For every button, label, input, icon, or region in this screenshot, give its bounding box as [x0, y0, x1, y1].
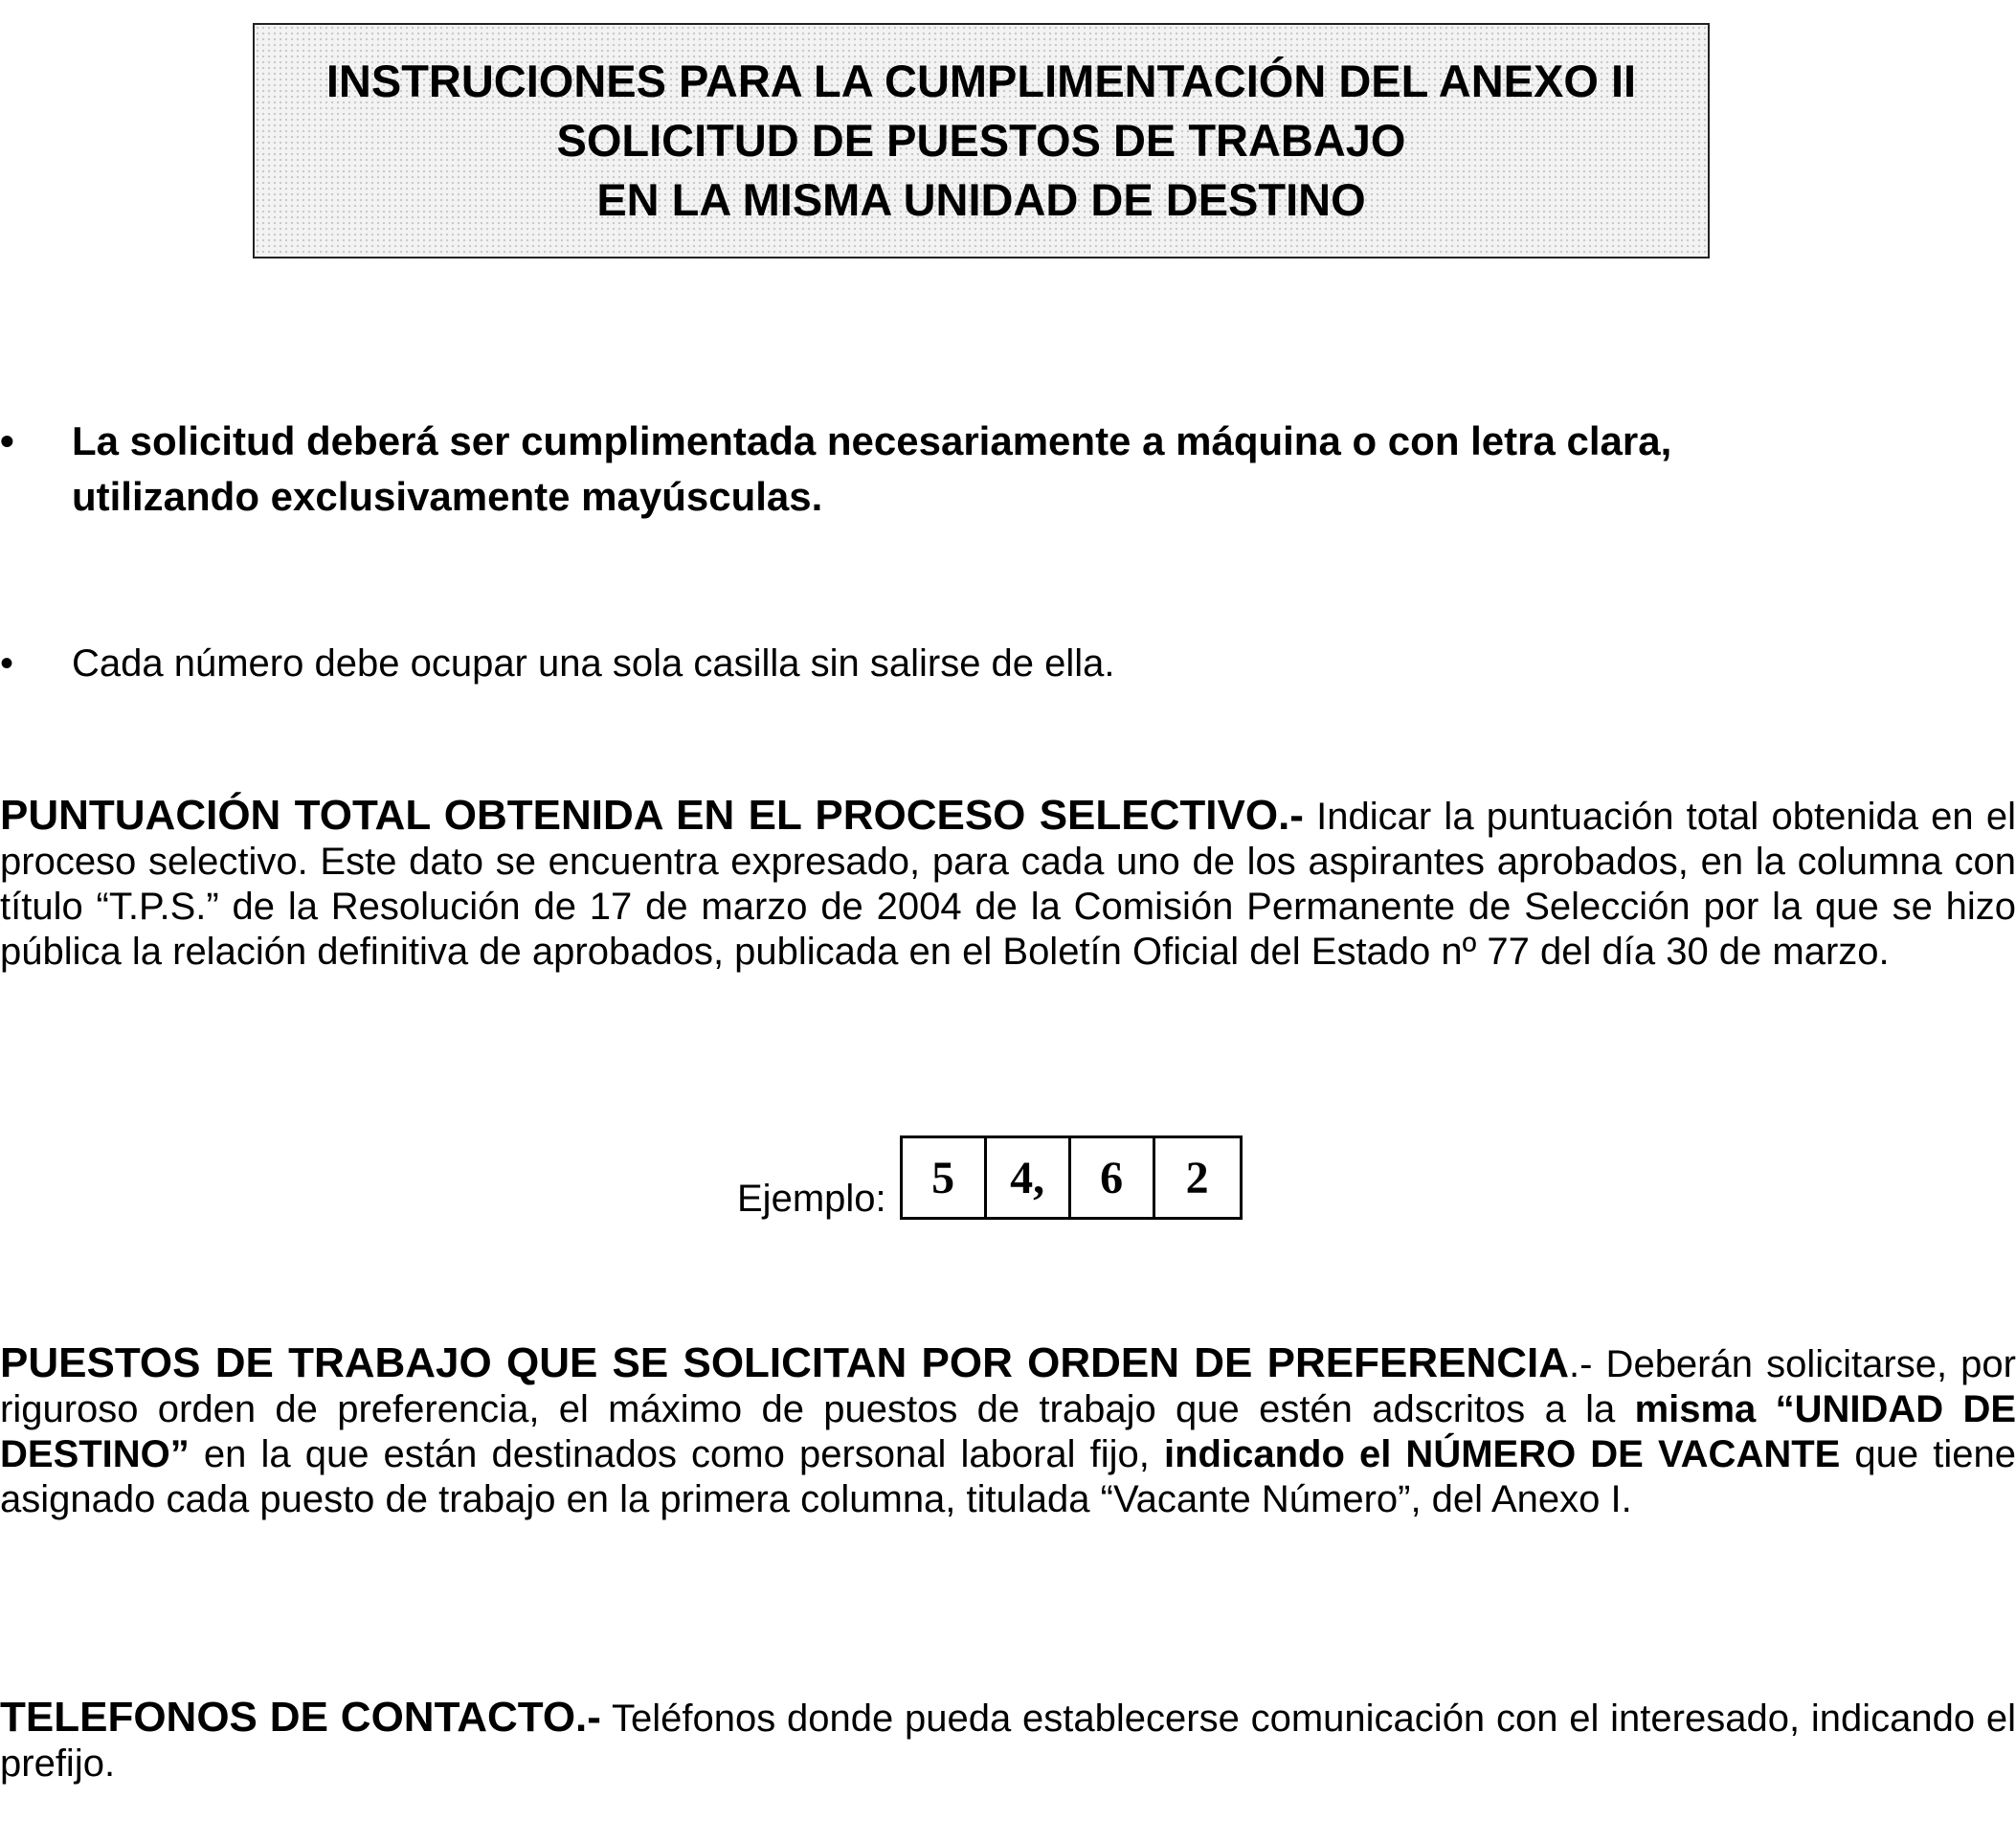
puestos-text-1: .- Deberán solicitarse, por riguroso orden de preferencia, el máximo de puestos de trabajo que estén adscritos a la: [0, 1343, 2016, 1430]
puestos-text-2: en la que están destinados como personal laboral fijo,: [189, 1433, 1164, 1475]
example-digit-cell: 6: [1071, 1138, 1155, 1217]
puestos-text-3: que tiene asignado cada puesto de trabajo en la primera columna, titulada “Vacante Número”, del Anexo I.: [0, 1433, 2016, 1520]
bullet-marker: •: [0, 418, 14, 463]
example-label: Ejemplo:: [737, 1178, 886, 1220]
title-box: [253, 23, 1710, 259]
title-line-2: SOLICITUD DE PUESTOS DE TRABAJO: [556, 115, 1406, 166]
bullet-marker: •: [0, 642, 14, 685]
puestos-heading: PUESTOS DE TRABAJO QUE SE SOLICITAN POR ORDEN DE PREFERENCIA: [0, 1339, 1569, 1386]
puntuacion-body: Indicar la puntuación total obtenida en el proceso selectivo. Este dato se encuentra expresado, para cada uno de los aspirantes aprobados, en la columna con título “T.P.S.” de la Resolución de 17 de marzo de 2004 de la Comisión Permanente de Selección por la que se hizo pública la relación definitiva de aprobados, publicada en el Boletín Oficial del Estado nº 77 del día 30 de marzo.: [0, 796, 2016, 973]
puestos-bold-unidad: misma “UNIDAD DE DESTINO”: [0, 1388, 2016, 1475]
bullet-item-casilla: [0, 636, 2016, 693]
example-row: [737, 1130, 1243, 1220]
puestos-paragraph: [0, 1340, 2016, 1522]
bullet-text-line-1: La solicitud deberá ser cumplimentada necesariamente a máquina o con letra clara,: [72, 418, 1672, 463]
title-line-3: EN LA MISMA UNIDAD DE DESTINO: [596, 174, 1366, 225]
bullet-item-mayusculas: [0, 414, 2016, 528]
puntuacion-paragraph: [0, 793, 2016, 975]
puestos-bold-vacante: indicando el NÚMERO DE VACANTE: [1164, 1433, 1841, 1475]
telefonos-paragraph: [0, 1695, 2016, 1787]
example-digit-cell: 5: [903, 1138, 987, 1217]
bullet-text: Cada número debe ocupar una sola casilla sin salirse de ella.: [72, 642, 1115, 685]
example-digit-cell: 2: [1185, 1152, 1209, 1203]
puntuacion-heading: PUNTUACIÓN TOTAL OBTENIDA EN EL PROCESO SELECTIVO.-: [0, 792, 1304, 839]
bullet-text: [72, 414, 2016, 525]
title-line-1: INSTRUCIONES PARA LA CUMPLIMENTACIÓN DEL ANEXO II: [325, 56, 1637, 106]
example-digit-cell: 4,: [987, 1138, 1071, 1217]
bullet-text-line-2: utilizando exclusivamente mayúsculas.: [72, 474, 823, 519]
telefonos-heading: TELEFONOS DE CONTACTO.-: [0, 1694, 601, 1741]
telefonos-body: Teléfonos donde pueda establecerse comunicación con el interesado, indicando el prefijo.: [0, 1697, 2016, 1785]
example-digit-boxes: [900, 1135, 1243, 1220]
